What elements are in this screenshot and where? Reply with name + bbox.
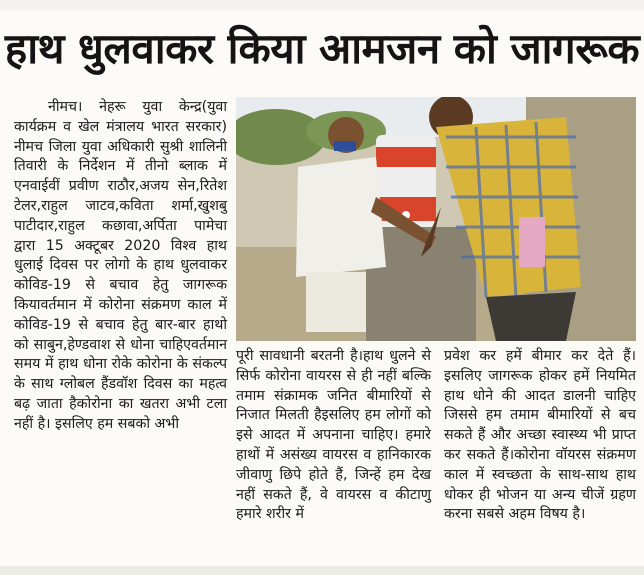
- headline: हाथ धुलवाकर किया आमजन को जागरूक: [4, 24, 640, 73]
- bottom-strip: [0, 566, 644, 575]
- article-paragraph: प्रवेश कर हमें बीमार कर देते हैं। इसलिए जागरूक होकर हमें नियमित हाथ धोने की आदत डालनी चाहिए जिससे हम तमाम बीमारियों से बच सकते हैं और अच्छा स्वास्थ्य भी प्राप्त कर सकते हैं।कोरोना वॉयरस संक्रमण काल में स्वच्छता के साथ-साथ हाथ धोकर ही भोजन या अन्य चीजें ग्रहण करना सबसे अहम विषय है।: [444, 348, 636, 523]
- top-strip: [0, 0, 644, 10]
- handwash-photo-illustration: [236, 97, 636, 341]
- article-column-1: [14, 98, 227, 435]
- article-column-3: [444, 347, 636, 525]
- article-column-2: [236, 347, 431, 525]
- article-paragraph: पूरी सावधानी बरतनी है।हाथ धुलने से सिर्फ कोरोना वायरस से ही नहीं बल्कि तमाम संक्रामक जनित बीमारियों से निजात मिलती हैइसलिए हम लोगों को इसे आदत में अपनाना चाहिए। हमारे हाथों में असंख्य वायरस व हानिकारक जीवाणु छिपे होते हैं, जिन्हें हम देख नहीं सकते हैं, वे वायरस व कीटाणु हमारे शरीर में: [236, 348, 431, 523]
- news-photo: [236, 97, 636, 341]
- article-paragraph: नीमच। नेहरू युवा केन्द्र(युवा कार्यक्रम व खेल मंत्रालय भारत सरकार) नीमच जिला युवा अधिकारी सुश्री शालिनी तिवारी के निर्देशन में तीनो ब्लाक में एनवाईवीं प्रवीण राठौर,अजय सेन,रितेश टेलर,राहुल जाटव,कविता शर्मा,खुशबु पाटीदार,राहुल कछावा,अर्पिता पामेचा द्वारा 15 अक्टूबर 2020 विश्व हाथ धुलाई दिवस पर लोगो के हाथ धुलवाकर कोविड-19 से बचाव हेतु जागरूक कियावर्तमान में कोरोना संक्रमण काल में कोविड-19 से बचाव हेतु बार-बार हाथो को साबुन,हेण्डवाश से धोना चाहिएवर्तमान समय में हाथ धोना रोके कोरोना के संकल्प के साथ ग्लोबल हैंडवॉश दिवस का महत्व बढ़ जाता हैकोरोना का खतरा अभी टला नहीं है। इसलिए हम सबको अभी: [14, 99, 227, 432]
